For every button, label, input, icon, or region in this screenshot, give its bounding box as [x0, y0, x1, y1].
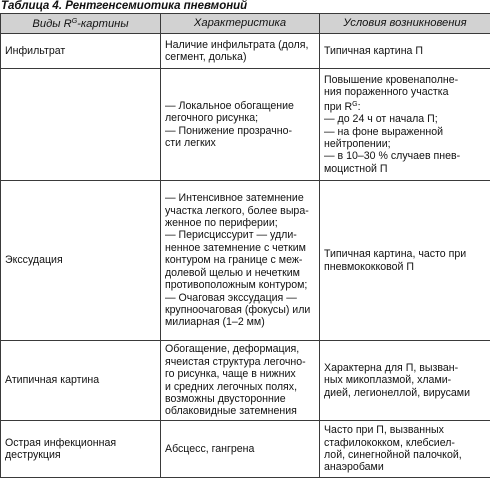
cell-line: участка легкого, более выра-: [165, 205, 315, 217]
cell-line: ячеистая структура легочно-: [165, 356, 315, 368]
cell-line: нейтропении;: [324, 138, 486, 150]
cell-line: стафилококком, клебсиел-: [324, 437, 486, 449]
cell-line: Инфильтрат: [5, 45, 156, 57]
header-type-suffix: -картины: [77, 18, 128, 30]
table-header-row: [1, 14, 490, 34]
cell-conditions: [320, 181, 490, 341]
cell-characteristic: [161, 341, 320, 421]
cell-characteristic: [161, 69, 320, 181]
cell-line: долевой щелью и нечетким: [165, 267, 315, 279]
cell-line: — до 24 ч от начала П;: [324, 113, 486, 125]
header-superscript: G: [72, 18, 77, 25]
cell-line: го рисунка, чаще в нижних: [165, 368, 315, 380]
cell-conditions: [320, 69, 490, 181]
cell-line: Обогащение, деформация,: [165, 343, 315, 355]
cell-type: [1, 69, 161, 181]
cell-line: — Понижение прозрачно-: [165, 125, 315, 137]
table-row: [1, 34, 490, 69]
cell-type: [1, 181, 161, 341]
header-type-prefix: Виды R: [32, 18, 71, 30]
cell-line: ных микоплазмой, хлами-: [324, 374, 486, 386]
cell-line: моцистной П: [324, 163, 486, 175]
cell-line: возможны двусторонние: [165, 393, 315, 405]
table-caption: Таблица 4. Рентгенсемиотика пневмоний: [1, 0, 247, 13]
cell-line: ненное затемнение с четким: [165, 242, 315, 254]
cell-line: — Очаговая экссудация —: [165, 292, 315, 304]
cell-type: [1, 421, 161, 478]
cell-line: Повышение кровенаполне-: [324, 74, 486, 86]
table-row: [1, 69, 490, 181]
cell-line: деструкция: [5, 449, 156, 461]
cell-characteristic: [161, 421, 320, 478]
cell-line: — на фоне выраженной: [324, 126, 486, 138]
cell-line: легочного рисунка;: [165, 112, 315, 124]
header-type: [1, 14, 161, 34]
cell-line: милиарная (1–2 мм): [165, 316, 315, 328]
cell-line: анаэробами: [324, 461, 486, 473]
cell-line: Характерна для П, вызван-: [324, 362, 486, 374]
cell-line: дией, легионеллой, вирусами: [324, 387, 486, 399]
cell-line: и средних легочных полях,: [165, 381, 315, 393]
cell-line: Часто при П, вызванных: [324, 424, 486, 436]
cell-conditions: [320, 34, 490, 69]
cell-line: — в 10–30 % случаев пнев-: [324, 150, 486, 162]
cell-line: сегмент, долька): [165, 51, 315, 63]
header-characteristic: Характеристика: [161, 14, 320, 34]
superscript: G: [352, 101, 357, 108]
cell-characteristic: [161, 34, 320, 69]
cell-line: ния пораженного участка: [324, 86, 486, 98]
cell-line: — Перисциссурит — удли-: [165, 229, 315, 241]
cell-line: Атипичная картина: [5, 374, 156, 386]
cell-line: противоположным контуром;: [165, 279, 315, 291]
cell-line: лой, синегнойной палочкой,: [324, 449, 486, 461]
cell-line: контуром на границе с меж-: [165, 254, 315, 266]
table-row: [1, 181, 490, 341]
radiology-table: [0, 13, 490, 478]
cell-conditions: [320, 421, 490, 478]
cell-line: женное по периферии;: [165, 217, 315, 229]
cell-line: крупноочаговая (фокусы) или: [165, 304, 315, 316]
table-row: [1, 341, 490, 421]
cell-line: Типичная картина П: [324, 45, 486, 57]
cell-line: Абсцесс, гангрена: [165, 443, 315, 455]
cell-line: облаковидные затемнения: [165, 405, 315, 417]
header-conditions: Условия возникновения: [320, 14, 490, 34]
cell-conditions: [320, 341, 490, 421]
table-row: [1, 421, 490, 478]
cell-line: Экссудация: [5, 254, 156, 266]
cell-line: — Интенсивное затемнение: [165, 192, 315, 204]
cell-line: Типичная картина, часто при: [324, 248, 486, 260]
cell-type: [1, 34, 161, 69]
cell-line: при $R^G$:: [324, 99, 486, 113]
cell-characteristic: [161, 181, 320, 341]
cell-line: Острая инфекционная: [5, 437, 156, 449]
cell-line: Наличие инфильтрата (доля,: [165, 39, 315, 51]
cell-line: пневмококковой П: [324, 261, 486, 273]
cell-line: сти легких: [165, 137, 315, 149]
cell-type: [1, 341, 161, 421]
cell-line: — Локальное обогащение: [165, 100, 315, 112]
